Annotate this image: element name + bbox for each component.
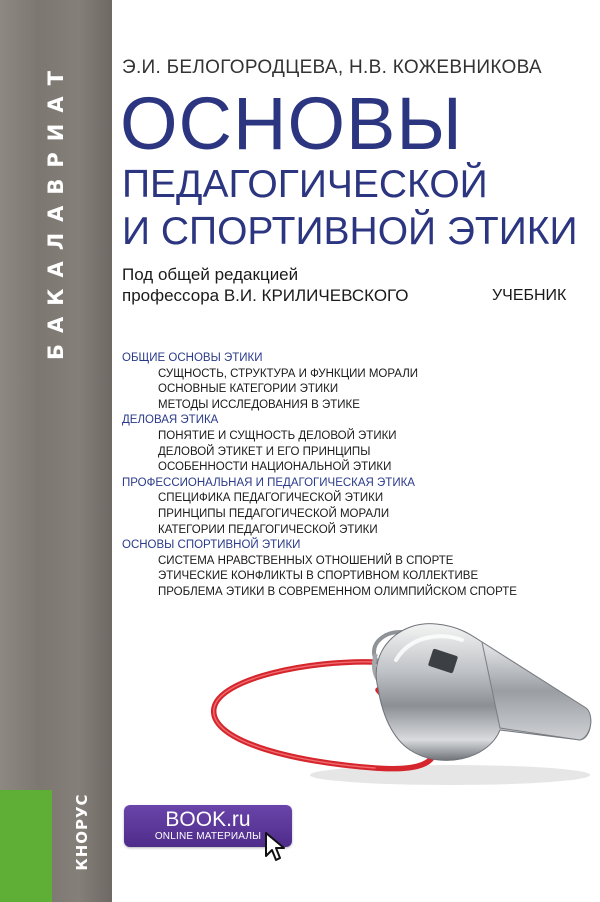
section-item: ПОНЯТИЕ И СУЩНОСТЬ ДЕЛОВОЙ ЭТИКИ xyxy=(158,429,397,442)
section-item: СПЕЦИФИКА ПЕДАГОГИЧЕСКОЙ ЭТИКИ xyxy=(158,492,384,505)
section-item: СУЩНОСТЬ, СТРУКТУРА И ФУНКЦИИ МОРАЛИ xyxy=(158,367,419,380)
section-heading: ОБЩИЕ ОСНОВЫ ЭТИКИ xyxy=(122,352,263,364)
section-item: КАТЕГОРИИ ПЕДАГОГИЧЕСКОЙ ЭТИКИ xyxy=(158,523,378,536)
editor-line-2: профессора В.И. КРИЛИЧЕВСКОГО xyxy=(122,286,409,305)
contents-section xyxy=(122,413,592,475)
section-item: ЭТИЧЕСКИЕ КОНФЛИКТЫ В СПОРТИВНОМ КОЛЛЕКТИВЕ xyxy=(158,570,479,583)
title-line-2: ПЕДАГОГИЧЕСКОЙ xyxy=(122,163,488,206)
badge-brand: BOOK.ru xyxy=(165,808,251,831)
section-item: СИСТЕМА НРАВСТВЕННЫХ ОТНОШЕНИЙ В СПОРТЕ xyxy=(158,554,454,567)
contents-section xyxy=(122,351,592,413)
spine-accent-block xyxy=(0,790,52,902)
lanyard-cord-highlight xyxy=(214,662,375,768)
section-heading: ОСНОВЫ СПОРТИВНОЙ ЭТИКИ xyxy=(122,539,301,552)
section-item: ОСОБЕННОСТИ НАЦИОНАЛЬНОЙ ЭТИКИ xyxy=(158,461,392,474)
authors: Э.И. БЕЛОГОРОДЦЕВА, Н.В. КОЖЕВНИКОВА xyxy=(122,57,542,78)
title-line-3: И СПОРТИВНОЙ ЭТИКИ xyxy=(122,210,578,253)
publisher-label: КНОРУС xyxy=(73,793,91,871)
section-item: ПРИНЦИПЫ ПЕДАГОГИЧЕСКОЙ МОРАЛИ xyxy=(158,507,390,520)
contents-section xyxy=(122,476,592,538)
spine xyxy=(0,0,112,902)
section-item: ПРОБЛЕМА ЭТИКИ В СОВРЕМЕННОМ ОЛИМПИЙСКОМ СПОРТЕ xyxy=(158,585,517,598)
contents-list xyxy=(122,351,592,601)
section-item: ДЕЛОВОЙ ЭТИКЕТ И ЕГО ПРИНЦИПЫ xyxy=(158,445,371,458)
section-heading: ДЕЛОВАЯ ЭТИКА xyxy=(122,414,219,427)
badge-subtitle: ONLINE МАТЕРИАЛЫ xyxy=(154,831,262,842)
title-line-1: ОСНОВЫ xyxy=(120,82,463,165)
section-item: ОСНОВНЫЕ КАТЕГОРИИ ЭТИКИ xyxy=(158,383,339,396)
book-type: УЧЕБНИК xyxy=(492,287,567,304)
spine-series-label: БАКАЛАВРИАТ xyxy=(44,60,68,360)
section-heading: ПРОФЕССИОНАЛЬНАЯ И ПЕДАГОГИЧЕСКАЯ ЭТИКА xyxy=(122,476,415,489)
section-item: МЕТОДЫ ИССЛЕДОВАНИЯ В ЭТИКЕ xyxy=(158,398,360,411)
cursor-icon xyxy=(264,832,286,862)
editor-line-1: Под общей редакцией xyxy=(122,265,299,284)
